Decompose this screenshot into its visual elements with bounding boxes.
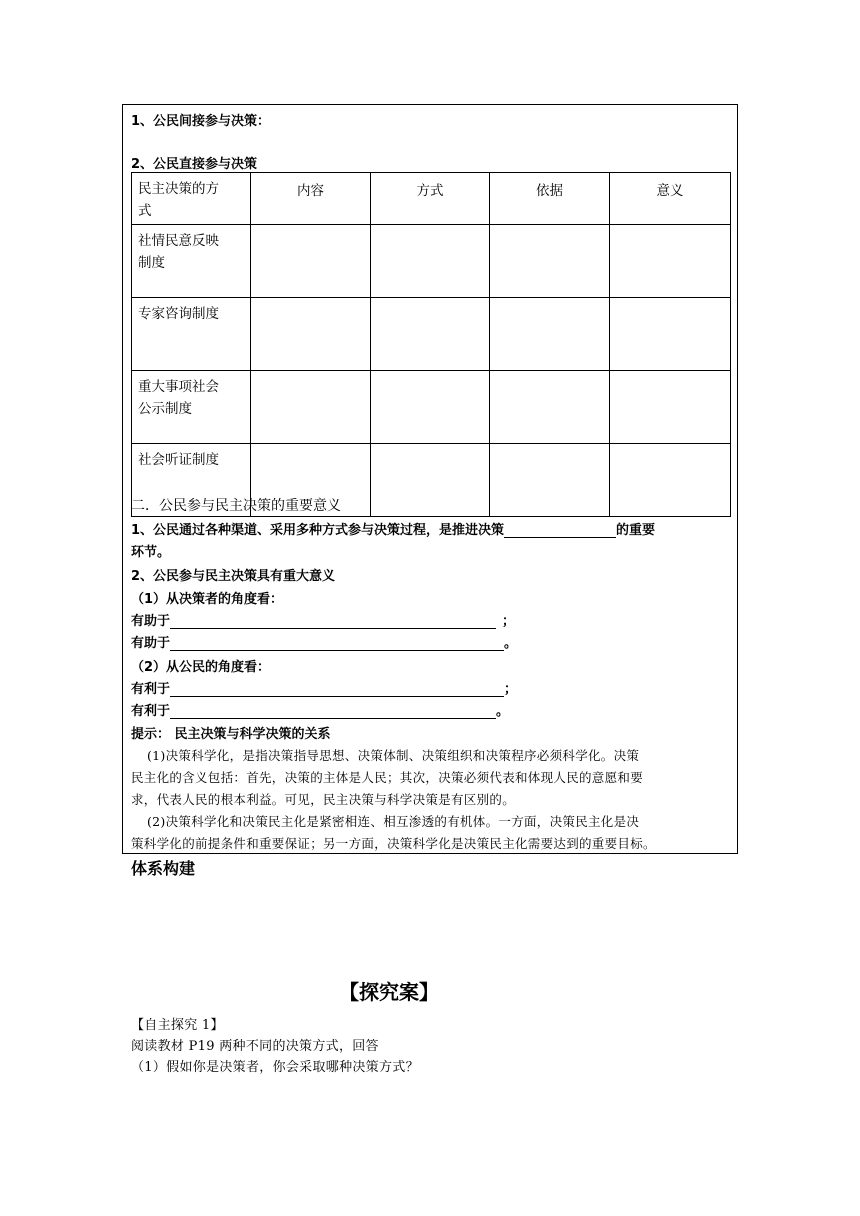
help2-line: 有助于 。 [131,636,518,651]
table-row [132,298,731,371]
sub2: （2）从公民的角度看： [131,660,271,675]
para2: 2、公民参与民主决策具有重大意义 [131,569,336,584]
answer-blank[interactable] [170,635,504,651]
explore-title: 【探究案】 [339,980,439,1004]
header-content: 内容 [251,173,371,225]
row-label: 社情民意反映 制度 [132,225,251,298]
hint-p1-line1: (1)决策科学化，是指决策指导思想、决策体制、决策组织和决策程序必须科学化。决策 [147,748,640,763]
row-label: 重大事项社会 公示制度 [132,371,251,444]
para1-line1: 1、公民通过各种渠道、采用多种方式参与决策过程，是推进决策 的重要 [131,523,656,538]
explore-subtitle: 【自主探究 1】 [131,1018,224,1033]
system-title: 体系构建 [131,859,196,878]
hint-label: 提示： 民主决策与科学决策的关系 [131,727,331,742]
answer-blank[interactable] [504,522,616,538]
hint-p1-line3: 求，代表人民的根本利益。可见，民主决策与科学决策是有区别的。 [131,792,516,807]
benefit2-line: 有利于 。 [131,704,510,719]
help1-line: 有助于 ； [131,614,516,629]
answer-blank[interactable] [170,613,496,629]
table-header-row [132,173,731,225]
section2-heading: 二．公民参与民主决策的重要意义 [131,498,341,514]
sub1: （1）从决策者的角度看： [131,592,284,607]
hint-p2-line1: (2)决策科学化和决策民主化是紧密相连、相互渗透的有机体。一方面，决策民主化是决 [147,814,640,829]
decision-methods-table [131,172,731,517]
hint-p1-line2: 民主化的含义包括：首先，决策的主体是人民；其次，决策必须代表和体现人民的意愿和要 [131,770,644,785]
header-significance: 意义 [610,173,731,225]
header-way: 方式 [371,173,490,225]
header-method: 民主决策的方 式 [132,173,251,225]
table-row [132,371,731,444]
explore-line1: 阅读教材 P19 两种不同的决策方式，回答 [131,1039,379,1054]
table-row [132,225,731,298]
para1-line2: 环节。 [131,545,171,560]
benefit1-line: 有利于 ； [131,682,518,697]
indirect-participation: 1、公民间接参与决策： [131,114,271,129]
hint-p2-line2: 策科学化的前提条件和重要保证；另一方面，决策科学化是决策民主化需要达到的重要目标。 [131,836,656,851]
answer-blank[interactable] [170,681,504,697]
answer-blank[interactable] [170,703,496,719]
row-label: 社会听证制度 [132,444,251,517]
header-basis: 依据 [490,173,610,225]
explore-question1: （1）假如你是决策者，你会采取哪种决策方式？ [131,1060,419,1075]
direct-participation: 2、公民直接参与决策 [131,157,258,172]
row-label: 专家咨询制度 [132,298,251,371]
